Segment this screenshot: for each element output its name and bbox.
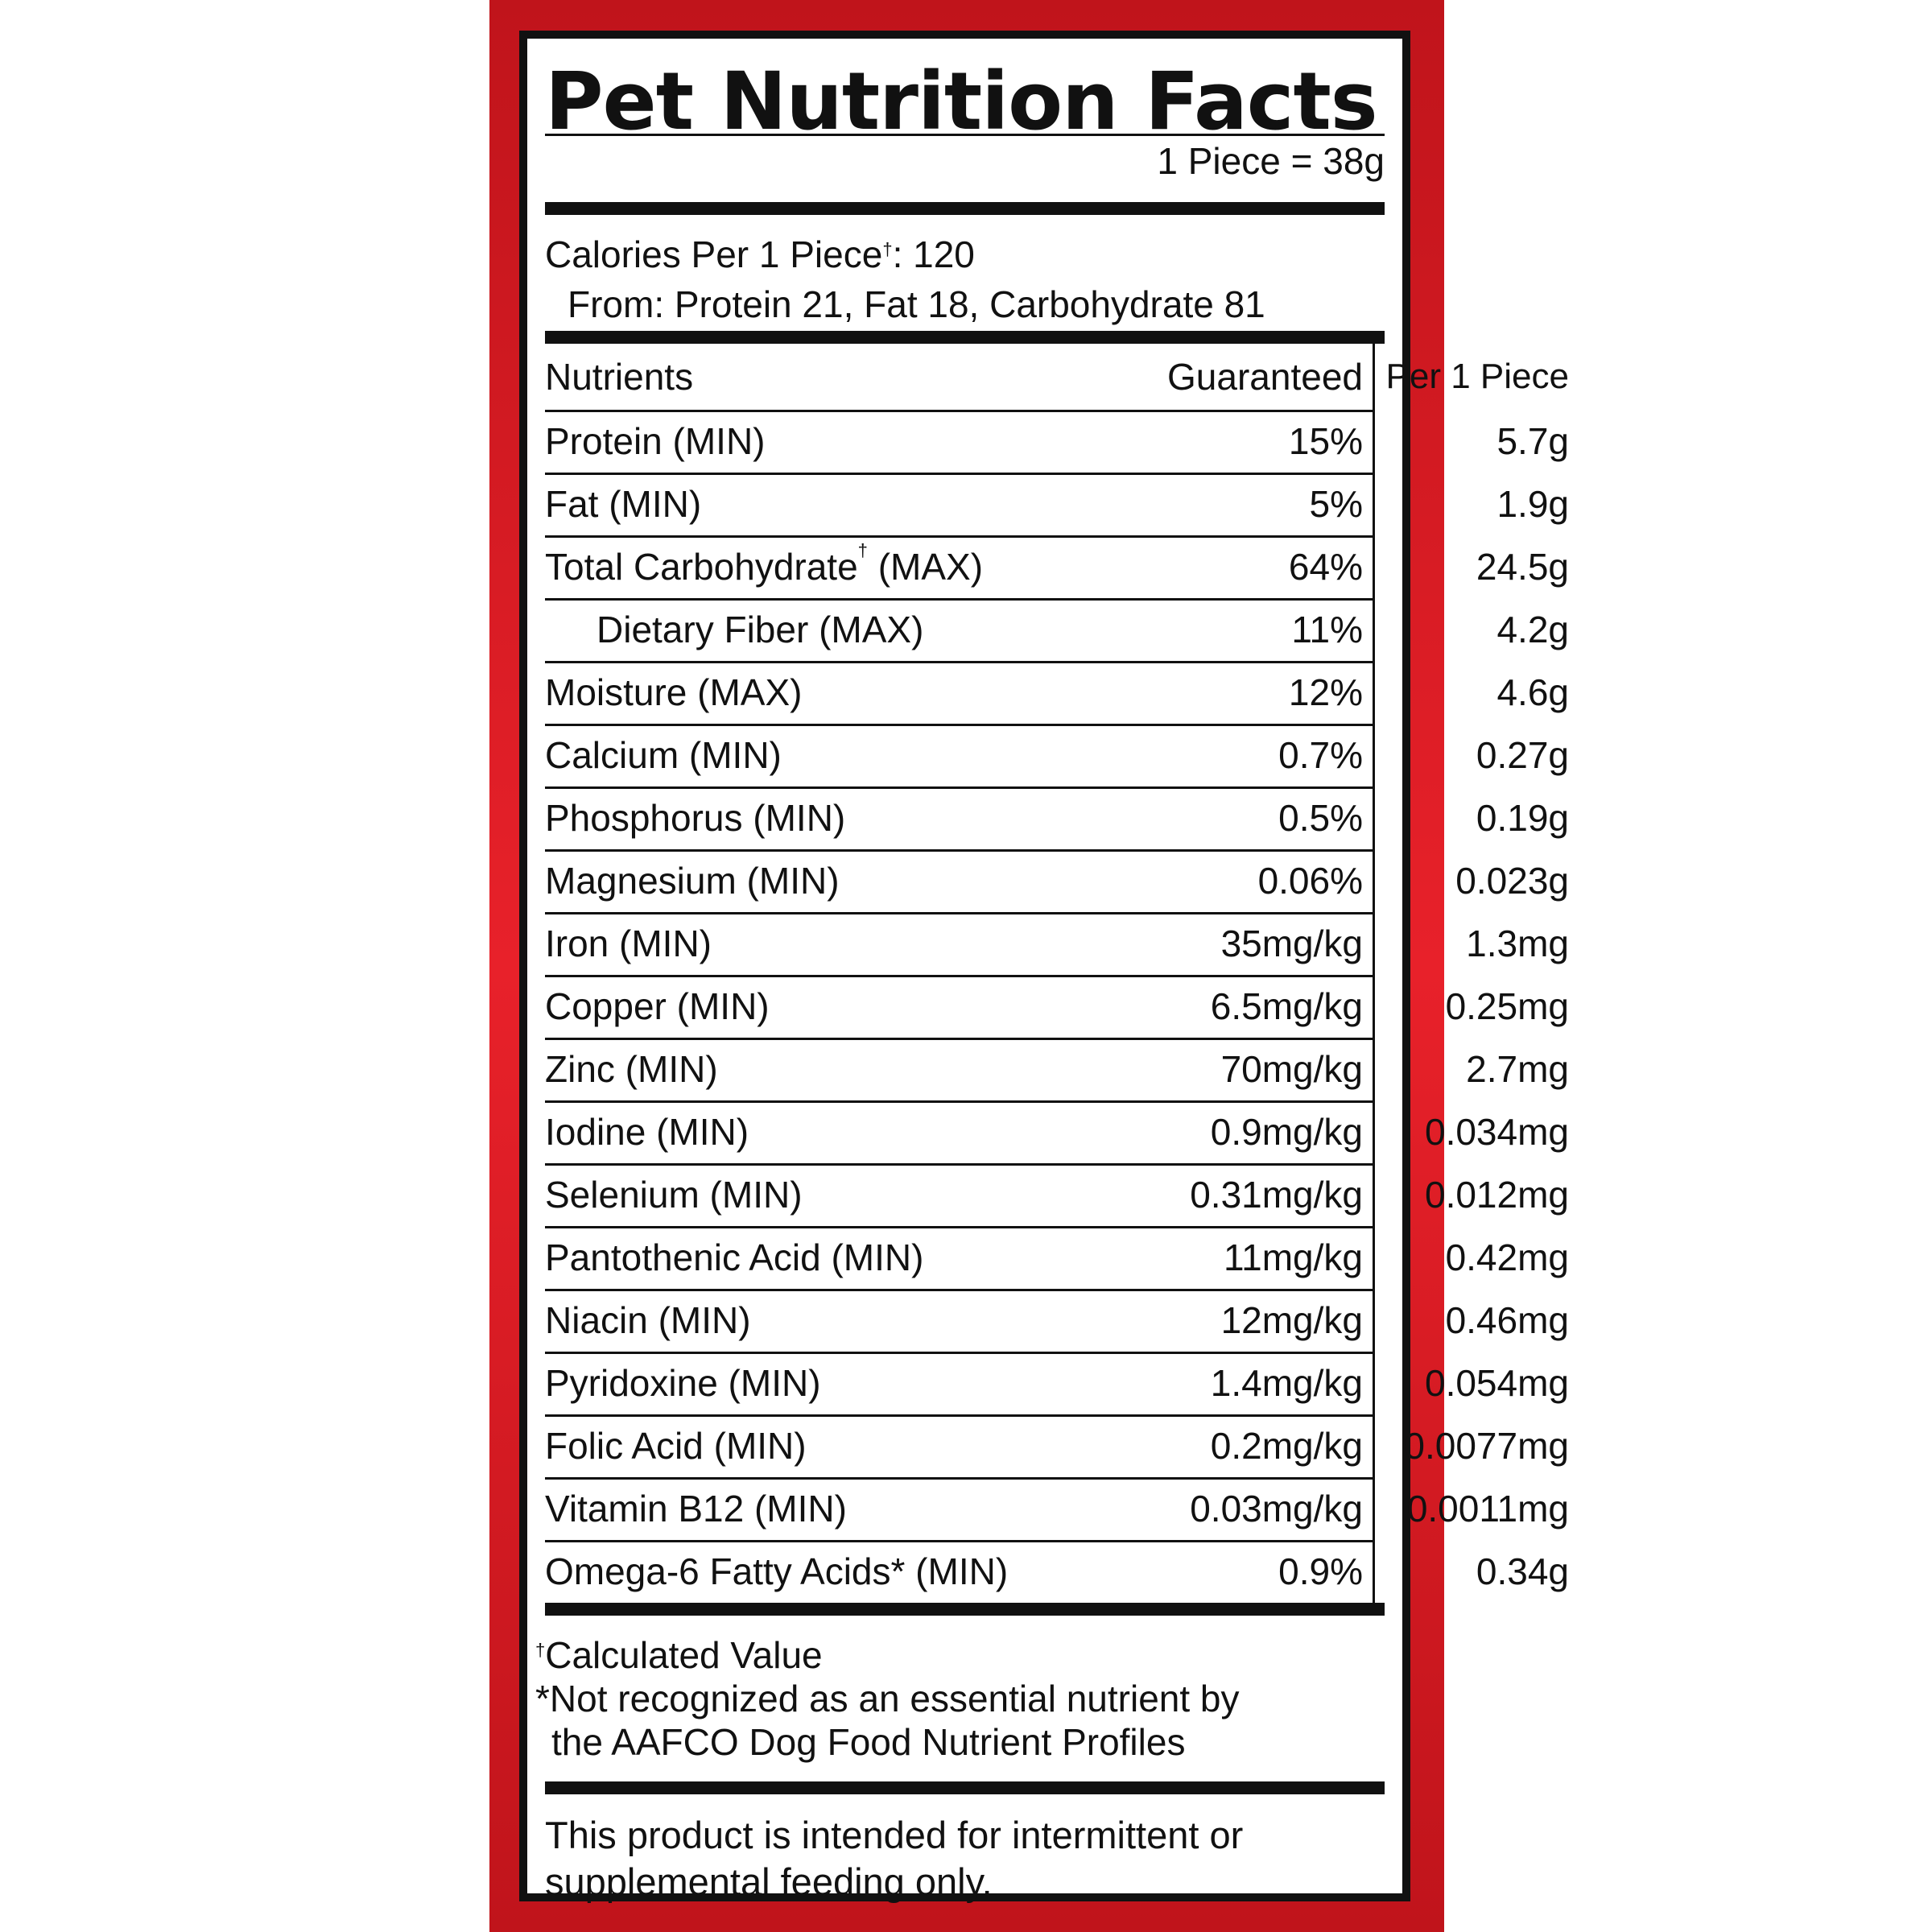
guaranteed-value: 0.31mg/kg xyxy=(1190,1174,1363,1216)
nutrient-name: Moisture (MAX) xyxy=(545,671,803,713)
guaranteed-value: 0.9mg/kg xyxy=(1210,1111,1363,1153)
per-piece-value: 0.19g xyxy=(1476,797,1569,839)
feeding-statement xyxy=(545,1794,1385,1905)
table-row xyxy=(545,410,1569,473)
per-piece-value: 2.7mg xyxy=(1466,1048,1569,1090)
nutrient-name: Phosphorus (MIN) xyxy=(545,797,846,839)
header-per-piece: Per 1 Piece xyxy=(1385,357,1569,396)
per-piece-value: 0.27g xyxy=(1476,734,1569,776)
per-piece-value: 0.012mg xyxy=(1424,1174,1569,1216)
per-piece-value: 4.6g xyxy=(1496,671,1569,713)
table-row xyxy=(545,1226,1569,1289)
table-row xyxy=(545,1100,1569,1163)
per-piece-value: 1.3mg xyxy=(1466,923,1569,964)
nutrient-name: Vitamin B12 (MIN) xyxy=(545,1488,847,1530)
nutrient-name: Selenium (MIN) xyxy=(545,1174,803,1216)
nutrient-name: Dietary Fiber (MAX) xyxy=(597,609,924,650)
per-piece-value: 0.0011mg xyxy=(1406,1488,1569,1530)
guaranteed-value: 12mg/kg xyxy=(1220,1299,1363,1341)
table-row xyxy=(545,1477,1569,1540)
nutrient-name: Calcium (MIN) xyxy=(545,734,782,776)
nutrient-name: Iron (MIN) xyxy=(545,923,712,964)
table-row xyxy=(545,598,1569,661)
per-piece-value: 0.054mg xyxy=(1424,1362,1569,1404)
table-row xyxy=(545,912,1569,975)
per-piece-value: 0.42mg xyxy=(1445,1236,1569,1278)
per-piece-value: 0.023g xyxy=(1455,860,1569,902)
table-row xyxy=(545,975,1569,1038)
nutrient-name: Total Carbohydrate† (MAX) xyxy=(545,540,984,588)
table-bottom-rule xyxy=(545,1603,1385,1616)
table-header xyxy=(545,344,1569,410)
nutrient-name: Niacin (MIN) xyxy=(545,1299,751,1341)
guaranteed-value: 70mg/kg xyxy=(1220,1048,1363,1090)
nutrient-table xyxy=(545,344,1569,1603)
nutrient-name: Pantothenic Acid (MIN) xyxy=(545,1236,924,1278)
table-row xyxy=(545,786,1569,849)
calories-line: Calories Per 1 Piece†: 120 xyxy=(545,233,975,275)
table-row xyxy=(545,1163,1569,1226)
guaranteed-value: 12% xyxy=(1288,671,1363,713)
table-row xyxy=(545,849,1569,912)
guaranteed-value: 0.5% xyxy=(1278,797,1363,839)
footnote-not-recognized: *Not recognized as an essential nutrient by xyxy=(535,1678,1240,1719)
table-row xyxy=(545,1414,1569,1477)
footnote-rule xyxy=(545,1781,1385,1794)
table-row xyxy=(545,1289,1569,1352)
per-piece-value: 1.9g xyxy=(1496,483,1569,525)
per-piece-value: 0.034mg xyxy=(1424,1111,1569,1153)
calories-section xyxy=(545,215,1385,331)
guaranteed-value: 11mg/kg xyxy=(1223,1236,1363,1278)
guaranteed-value: 1.4mg/kg xyxy=(1210,1362,1363,1404)
feeding-statement-line2: supplemental feeding only. xyxy=(545,1860,993,1903)
per-piece-value: 0.25mg xyxy=(1445,985,1569,1027)
table-row xyxy=(545,535,1569,598)
per-piece-value: 5.7g xyxy=(1496,420,1569,462)
column-divider xyxy=(1373,344,1375,1603)
guaranteed-value: 0.9% xyxy=(1278,1550,1363,1592)
nutrient-name: Magnesium (MIN) xyxy=(545,860,840,902)
guaranteed-value: 11% xyxy=(1291,609,1363,650)
guaranteed-value: 6.5mg/kg xyxy=(1210,985,1363,1027)
guaranteed-value: 35mg/kg xyxy=(1220,923,1363,964)
guaranteed-value: 64% xyxy=(1288,546,1363,588)
guaranteed-value: 15% xyxy=(1288,420,1363,462)
guaranteed-value: 0.06% xyxy=(1257,860,1363,902)
guaranteed-value: 5% xyxy=(1309,483,1363,525)
calories-rule xyxy=(545,331,1385,344)
calories-breakdown: From: Protein 21, Fat 18, Carbohydrate 81 xyxy=(568,283,1265,325)
table-row xyxy=(545,1540,1569,1603)
table-row xyxy=(545,724,1569,786)
nutrient-name: Folic Acid (MIN) xyxy=(545,1425,807,1467)
table-row xyxy=(545,661,1569,724)
nutrient-name: Iodine (MIN) xyxy=(545,1111,749,1153)
serving-rule xyxy=(545,202,1385,215)
feeding-statement-line1: This product is intended for intermittent or xyxy=(545,1814,1244,1856)
nutrition-label xyxy=(519,31,1569,1903)
table-row xyxy=(545,1352,1569,1414)
per-piece-value: 0.46mg xyxy=(1445,1299,1569,1341)
nutrient-name: Pyridoxine (MIN) xyxy=(545,1362,821,1404)
nutrient-name: Zinc (MIN) xyxy=(545,1048,718,1090)
label-title: Pet Nutrition Facts xyxy=(545,56,1377,148)
per-piece-value: 0.0077mg xyxy=(1404,1425,1569,1467)
guaranteed-value: 0.03mg/kg xyxy=(1190,1488,1363,1530)
per-piece-value: 0.34g xyxy=(1476,1550,1569,1592)
dagger-mark: † xyxy=(882,239,893,259)
nutrient-name: Fat (MIN) xyxy=(545,483,702,525)
footnote-aafco: the AAFCO Dog Food Nutrient Profiles xyxy=(551,1721,1186,1763)
serving-size: 1 Piece = 38g xyxy=(1157,140,1385,182)
header-guaranteed: Guaranteed xyxy=(1167,356,1363,398)
nutrient-name: Omega-6 Fatty Acids* (MIN) xyxy=(545,1550,1009,1592)
guaranteed-value: 0.2mg/kg xyxy=(1210,1425,1363,1467)
table-row xyxy=(545,1038,1569,1100)
header-nutrients: Nutrients xyxy=(545,356,694,398)
nutrient-name: Protein (MIN) xyxy=(545,420,766,462)
per-piece-value: 4.2g xyxy=(1496,609,1569,650)
per-piece-value: 24.5g xyxy=(1476,546,1569,588)
footnotes xyxy=(535,1616,1385,1781)
footnote-calculated: †Calculated Value xyxy=(535,1634,823,1676)
table-row xyxy=(545,473,1569,535)
guaranteed-value: 0.7% xyxy=(1278,734,1363,776)
nutrient-name: Copper (MIN) xyxy=(545,985,770,1027)
